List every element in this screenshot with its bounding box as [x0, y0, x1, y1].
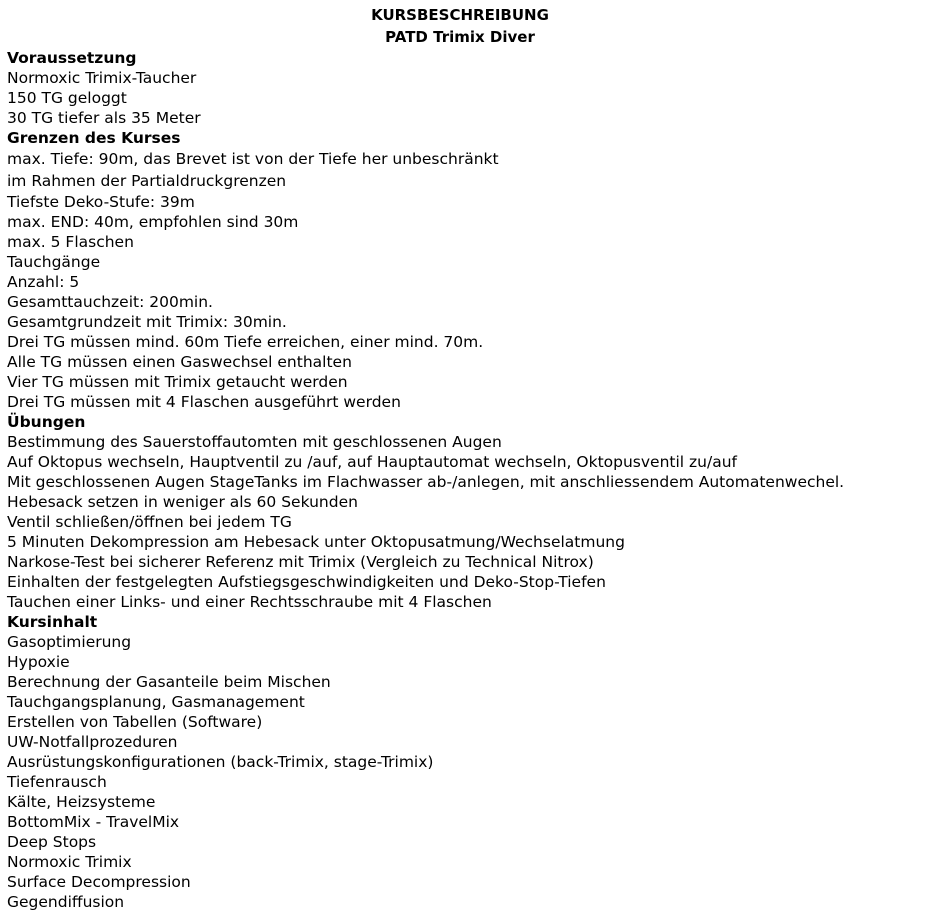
list-item: Tauchgänge	[7, 253, 101, 271]
section-heading: Voraussetzung	[7, 49, 137, 67]
list-item: Tauchen einer Links- und einer Rechtsschraube mit 4 Flaschen	[7, 593, 492, 611]
section-list	[7, 68, 926, 128]
list-item: UW-Notfallprozeduren	[7, 733, 178, 751]
list-item: Gegendiffusion	[7, 893, 125, 911]
section-grenzen-des-kurses	[7, 128, 926, 412]
list-item: Auf Oktopus wechseln, Hauptventil zu /auf, auf Hauptautomat wechseln, Oktopusventil zu/auf	[7, 453, 737, 471]
list-item: Vier TG müssen mit Trimix getaucht werden	[7, 373, 348, 391]
list-item: Hebesack setzen in weniger als 60 Sekunden	[7, 493, 358, 511]
list-item: 30 TG tiefer als 35 Meter	[7, 109, 201, 127]
section-heading: Grenzen des Kurses	[7, 129, 181, 147]
document-title: KURSBESCHREIBUNG	[371, 6, 549, 24]
list-item: Drei TG müssen mind. 60m Tiefe erreichen, einer mind. 70m.	[7, 333, 484, 351]
section-heading: Kursinhalt	[7, 613, 98, 631]
list-item: Normoxic Trimix-Taucher	[7, 69, 197, 87]
list-item: 5 Minuten Dekompression am Hebesack unter Oktopusatmung/Wechselatmung	[7, 533, 625, 551]
list-item: im Rahmen der Partialdruckgrenzen	[7, 172, 287, 190]
list-item: Tiefenrausch	[7, 773, 107, 791]
list-item: Alle TG müssen einen Gaswechsel enthalten	[7, 353, 352, 371]
list-item: Drei TG müssen mit 4 Flaschen ausgeführt werden	[7, 393, 401, 411]
list-item: Einhalten der festgelegten Aufstiegsgeschwindigkeiten und Deko-Stop-Tiefen	[7, 573, 606, 591]
list-item: Gasoptimierung	[7, 633, 132, 651]
list-item: Bestimmung des Sauerstoffautomten mit geschlossenen Augen	[7, 433, 502, 451]
list-item: 150 TG geloggt	[7, 89, 127, 107]
section-uebungen	[7, 412, 926, 612]
list-item: Erstellen von Tabellen (Software)	[7, 713, 263, 731]
list-item: Ventil schließen/öffnen bei jedem TG	[7, 513, 292, 531]
list-item: Tauchgangsplanung, Gasmanagement	[7, 693, 305, 711]
section-list	[7, 432, 926, 612]
list-item: Surface Decompression	[7, 873, 191, 891]
list-item: max. END: 40m, empfohlen sind 30m	[7, 213, 299, 231]
list-item: Gesamttauchzeit: 200min.	[7, 293, 213, 311]
section-voraussetzung	[7, 48, 926, 128]
list-item: Deep Stops	[7, 833, 97, 851]
section-heading: Übungen	[7, 413, 86, 431]
list-item: max. 5 Flaschen	[7, 233, 134, 251]
list-item: Normoxic Trimix	[7, 853, 132, 871]
list-item: Anzahl: 5	[7, 273, 80, 291]
list-item: Ausrüstungskonfigurationen (back-Trimix, stage-Trimix)	[7, 753, 434, 771]
section-list	[7, 148, 926, 412]
list-item: Mit geschlossenen Augen StageTanks im Flachwasser ab-/anlegen, mit anschliessendem Automatenwechel.	[7, 473, 845, 491]
list-item: Kälte, Heizsysteme	[7, 793, 156, 811]
list-item: Hypoxie	[7, 653, 70, 671]
list-item: Gesamtgrundzeit mit Trimix: 30min.	[7, 313, 287, 331]
document-subtitle: PATD Trimix Diver	[385, 28, 535, 46]
section-kursinhalt	[7, 612, 926, 912]
list-item: max. Tiefe: 90m, das Brevet ist von der Tiefe her unbeschränkt	[7, 150, 499, 168]
section-list	[7, 632, 926, 912]
list-item: BottomMix - TravelMix	[7, 813, 180, 831]
list-item: Berechnung der Gasanteile beim Mischen	[7, 673, 331, 691]
list-item: Narkose-Test bei sicherer Referenz mit Trimix (Vergleich zu Technical Nitrox)	[7, 553, 594, 571]
list-item: Tiefste Deko-Stufe: 39m	[7, 193, 195, 211]
